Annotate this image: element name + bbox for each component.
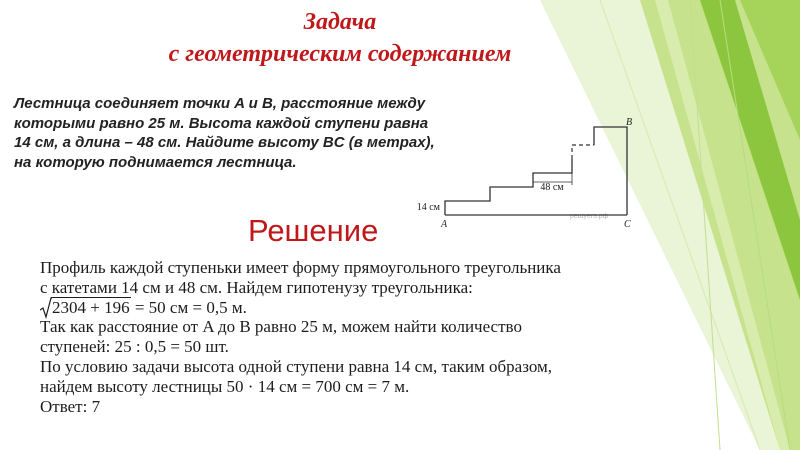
solution-line-2: с катетами 14 см и 48 см. Найдем гипотенузу треугольника: (40, 277, 473, 297)
point-c-label: C (624, 219, 631, 230)
point-a-label: A (441, 219, 448, 230)
problem-line-1: Лестница соединяет точки A и B, расстояние между (14, 95, 426, 112)
sqrt-radicand: 2304 + 196 (52, 297, 130, 317)
staircase-top-steps (594, 127, 627, 215)
step-height-label: 14 см (416, 202, 440, 213)
solution-heading: Решение (248, 213, 379, 248)
watermark-text: решуегэ.рф (570, 213, 609, 220)
problem-line-2: которыми равно 25 м. Высота каждой ступени равна (14, 114, 429, 132)
problem-line-4: на которую поднимается лестница. (14, 153, 297, 171)
solution-line-3 (40, 298, 680, 318)
square-root (40, 298, 131, 318)
solution-line-1: Профиль каждой ступеньки имеет форму прямоугольного треугольника (40, 258, 561, 277)
radical-sign-icon (40, 297, 52, 319)
staircase-diagram (400, 115, 650, 235)
title-line-2: с геометрическим содержанием (168, 41, 512, 67)
solution-line-5: ступеней: 25 : 0,5 = 50 шт. (40, 337, 229, 357)
solution-line-7: найдем высоту лестницы 50 · 14 см = 700 см = 7 м. (40, 376, 410, 396)
solution-line-4: Так как расстояние от A до B равно 25 м, можем найти количество (40, 317, 522, 337)
solution-text (40, 258, 680, 416)
problem-line-3: 14 см, а длина – 48 см. Найдите высоту BC (в метрах), (14, 134, 435, 151)
slide-title (60, 6, 620, 70)
step-length-label: 48 см (540, 182, 564, 193)
answer-line: Ответ: 7 (40, 396, 101, 416)
solution-line-6: По условию задачи высота одной ступени равна 14 см, таким образом, (40, 356, 553, 376)
dashed-continuation (572, 145, 594, 159)
title-line-1: Задача (303, 9, 377, 35)
sqrt-result: = 50 см = 0,5 м. (130, 297, 247, 317)
point-b-label: B (626, 117, 633, 128)
